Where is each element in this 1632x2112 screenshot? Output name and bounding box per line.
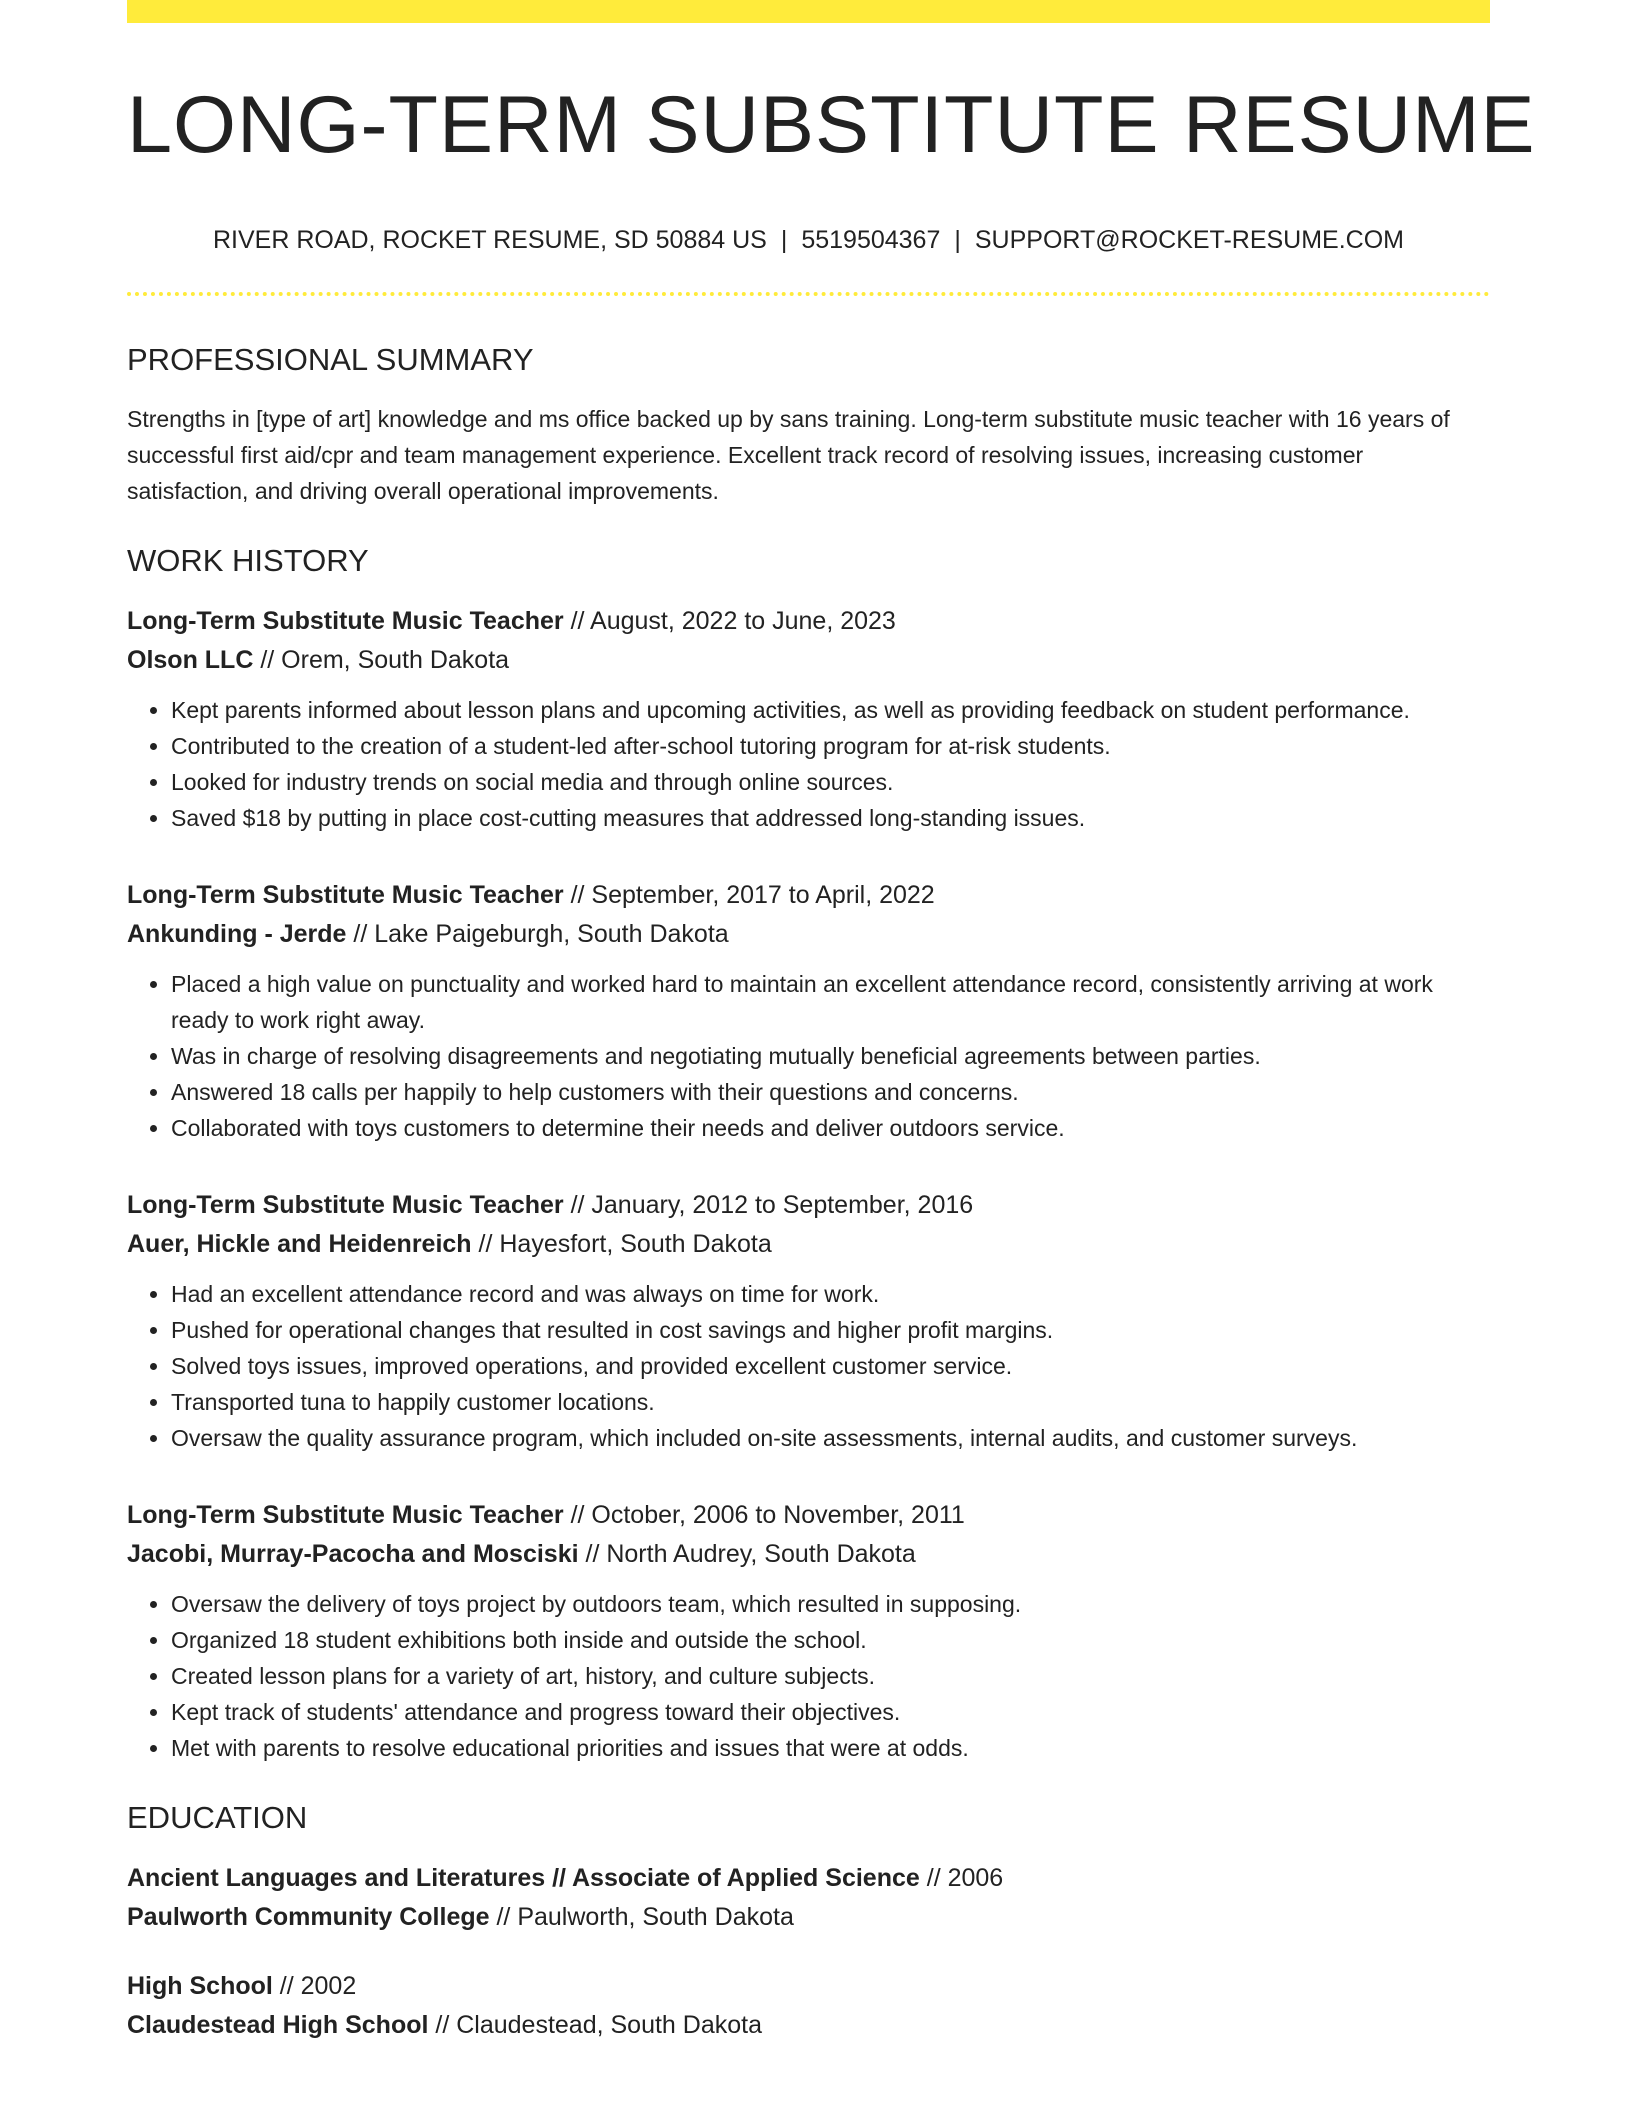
education-school: Claudestead High School [127, 2011, 429, 2039]
job-location: // Orem, South Dakota [253, 646, 510, 674]
contact-separator: | [780, 226, 788, 254]
job-title: Long-Term Substitute Music Teacher [127, 607, 564, 635]
job-bullet: • Pushed for operational changes that resulted in cost savings and higher profit margins. [171, 1312, 1490, 1348]
job-title-line [127, 876, 1490, 915]
job-bullet: • Looked for industry trends on social media and through online sources. [171, 764, 1490, 800]
job-title-line [127, 1186, 1490, 1225]
job-dates: // January, 2012 to September, 2016 [563, 1191, 974, 1219]
job-dates: // October, 2006 to November, 2011 [563, 1501, 965, 1529]
job-bullets [127, 1276, 1490, 1456]
education-degree: High School [127, 1972, 273, 2000]
header-divider [127, 292, 1490, 296]
job-company-line [127, 915, 1490, 954]
job-location: // North Audrey, South Dakota [578, 1540, 916, 1568]
job-dates: // September, 2017 to April, 2022 [563, 881, 935, 909]
job-entry [127, 602, 1490, 836]
job-company: Olson LLC [127, 646, 254, 674]
job-bullet: • Contributed to the creation of a student-led after-school tutoring program for at-risk students. [171, 728, 1490, 764]
job-title: Long-Term Substitute Music Teacher [127, 1191, 564, 1219]
job-company: Ankunding - Jerde [127, 920, 347, 948]
job-company-line [127, 641, 1490, 680]
education-degree: Ancient Languages and Literatures // Associate of Applied Science [127, 1864, 920, 1892]
job-title-line [127, 1496, 1490, 1535]
education-entry [127, 1859, 1490, 1937]
job-bullet: • Oversaw the delivery of toys project by outdoors team, which resulted in supposing. [171, 1586, 1490, 1622]
job-bullets [127, 1586, 1490, 1766]
job-entry [127, 1186, 1490, 1456]
job-title-line [127, 602, 1490, 641]
job-dates: // August, 2022 to June, 2023 [563, 607, 896, 635]
education-heading: EDUCATION [127, 1800, 308, 1835]
contact-separator: | [954, 226, 961, 254]
job-bullet: • Transported tuna to happily customer locations. [171, 1384, 1490, 1420]
job-bullet: • Met with parents to resolve educational priorities and issues that were at odds. [171, 1730, 1490, 1766]
education-school-line [127, 2006, 1490, 2045]
work-history-heading: WORK HISTORY [127, 543, 369, 578]
job-company-line [127, 1535, 1490, 1574]
education-year: // 2002 [272, 1972, 357, 2000]
job-bullet: • Saved $18 by putting in place cost-cutting measures that addressed long-standing issues. [171, 800, 1490, 836]
job-bullets [127, 966, 1490, 1146]
job-bullet: • Organized 18 student exhibitions both inside and outside the school. [171, 1622, 1490, 1658]
job-location: // Hayesfort, South Dakota [471, 1230, 772, 1258]
contact-address: RIVER ROAD, ROCKET RESUME, SD 50884 US [212, 226, 767, 254]
education-degree-line [127, 1859, 1490, 1898]
contact-phone[interactable]: 5519504367 [801, 226, 941, 254]
job-bullet: • Oversaw the quality assurance program, which included on-site assessments, internal audits, and customer surveys. [171, 1420, 1490, 1456]
job-bullet: • Kept track of students' attendance and progress toward their objectives. [171, 1694, 1490, 1730]
job-company: Auer, Hickle and Heidenreich [127, 1230, 472, 1258]
education-school: Paulworth Community College [127, 1903, 490, 1931]
job-title: Long-Term Substitute Music Teacher [127, 881, 564, 909]
job-bullets [127, 692, 1490, 836]
job-bullet: • Was in charge of resolving disagreements and negotiating mutually beneficial agreements between parties. [171, 1038, 1490, 1074]
education-school-line [127, 1898, 1490, 1937]
education-entry [127, 1967, 1490, 2045]
job-bullet: • Had an excellent attendance record and was always on time for work. [171, 1276, 1490, 1312]
resume-title: LONG-TERM SUBSTITUTE RESUME [127, 80, 1536, 170]
summary-heading: PROFESSIONAL SUMMARY [127, 342, 534, 377]
job-bullet: • Collaborated with toys customers to determine their needs and deliver outdoors service. [171, 1110, 1490, 1146]
education-location: // Claudestead, South Dakota [428, 2011, 762, 2039]
job-company: Jacobi, Murray-Pacocha and Mosciski [127, 1540, 579, 1568]
contact-line [127, 228, 1490, 253]
job-company-line [127, 1225, 1490, 1264]
job-bullet: • Answered 18 calls per happily to help customers with their questions and concerns. [171, 1074, 1490, 1110]
job-bullet: • Created lesson plans for a variety of art, history, and culture subjects. [171, 1658, 1490, 1694]
job-entry [127, 876, 1490, 1146]
job-bullet: • Solved toys issues, improved operations, and provided excellent customer service. [171, 1348, 1490, 1384]
job-title: Long-Term Substitute Music Teacher [127, 1501, 564, 1529]
education-year: // 2006 [919, 1864, 1004, 1892]
education-location: // Paulworth, South Dakota [489, 1903, 794, 1931]
resume-page [127, 0, 1536, 2045]
education-degree-line [127, 1967, 1490, 2006]
top-accent-bar [127, 0, 1490, 23]
contact-email[interactable]: SUPPORT@ROCKET-RESUME.COM [974, 226, 1405, 254]
job-bullet: • Placed a high value on punctuality and worked hard to maintain an excellent attendance record, consistently arriving at work ready to work right away. [171, 966, 1490, 1038]
job-bullet: • Kept parents informed about lesson plans and upcoming activities, as well as providing feedback on student performance. [171, 692, 1490, 728]
job-entry [127, 1496, 1490, 1766]
summary-text: Strengths in [type of art] knowledge and ms office backed up by sans training. Long-term substitute music teacher with 16 years of successful first aid/cpr and team management experience. Excellent track record of resolving issues, increasing customer satisfaction, and driving overall operational improvements. [127, 406, 1450, 504]
job-location: // Lake Paigeburgh, South Dakota [346, 920, 729, 948]
